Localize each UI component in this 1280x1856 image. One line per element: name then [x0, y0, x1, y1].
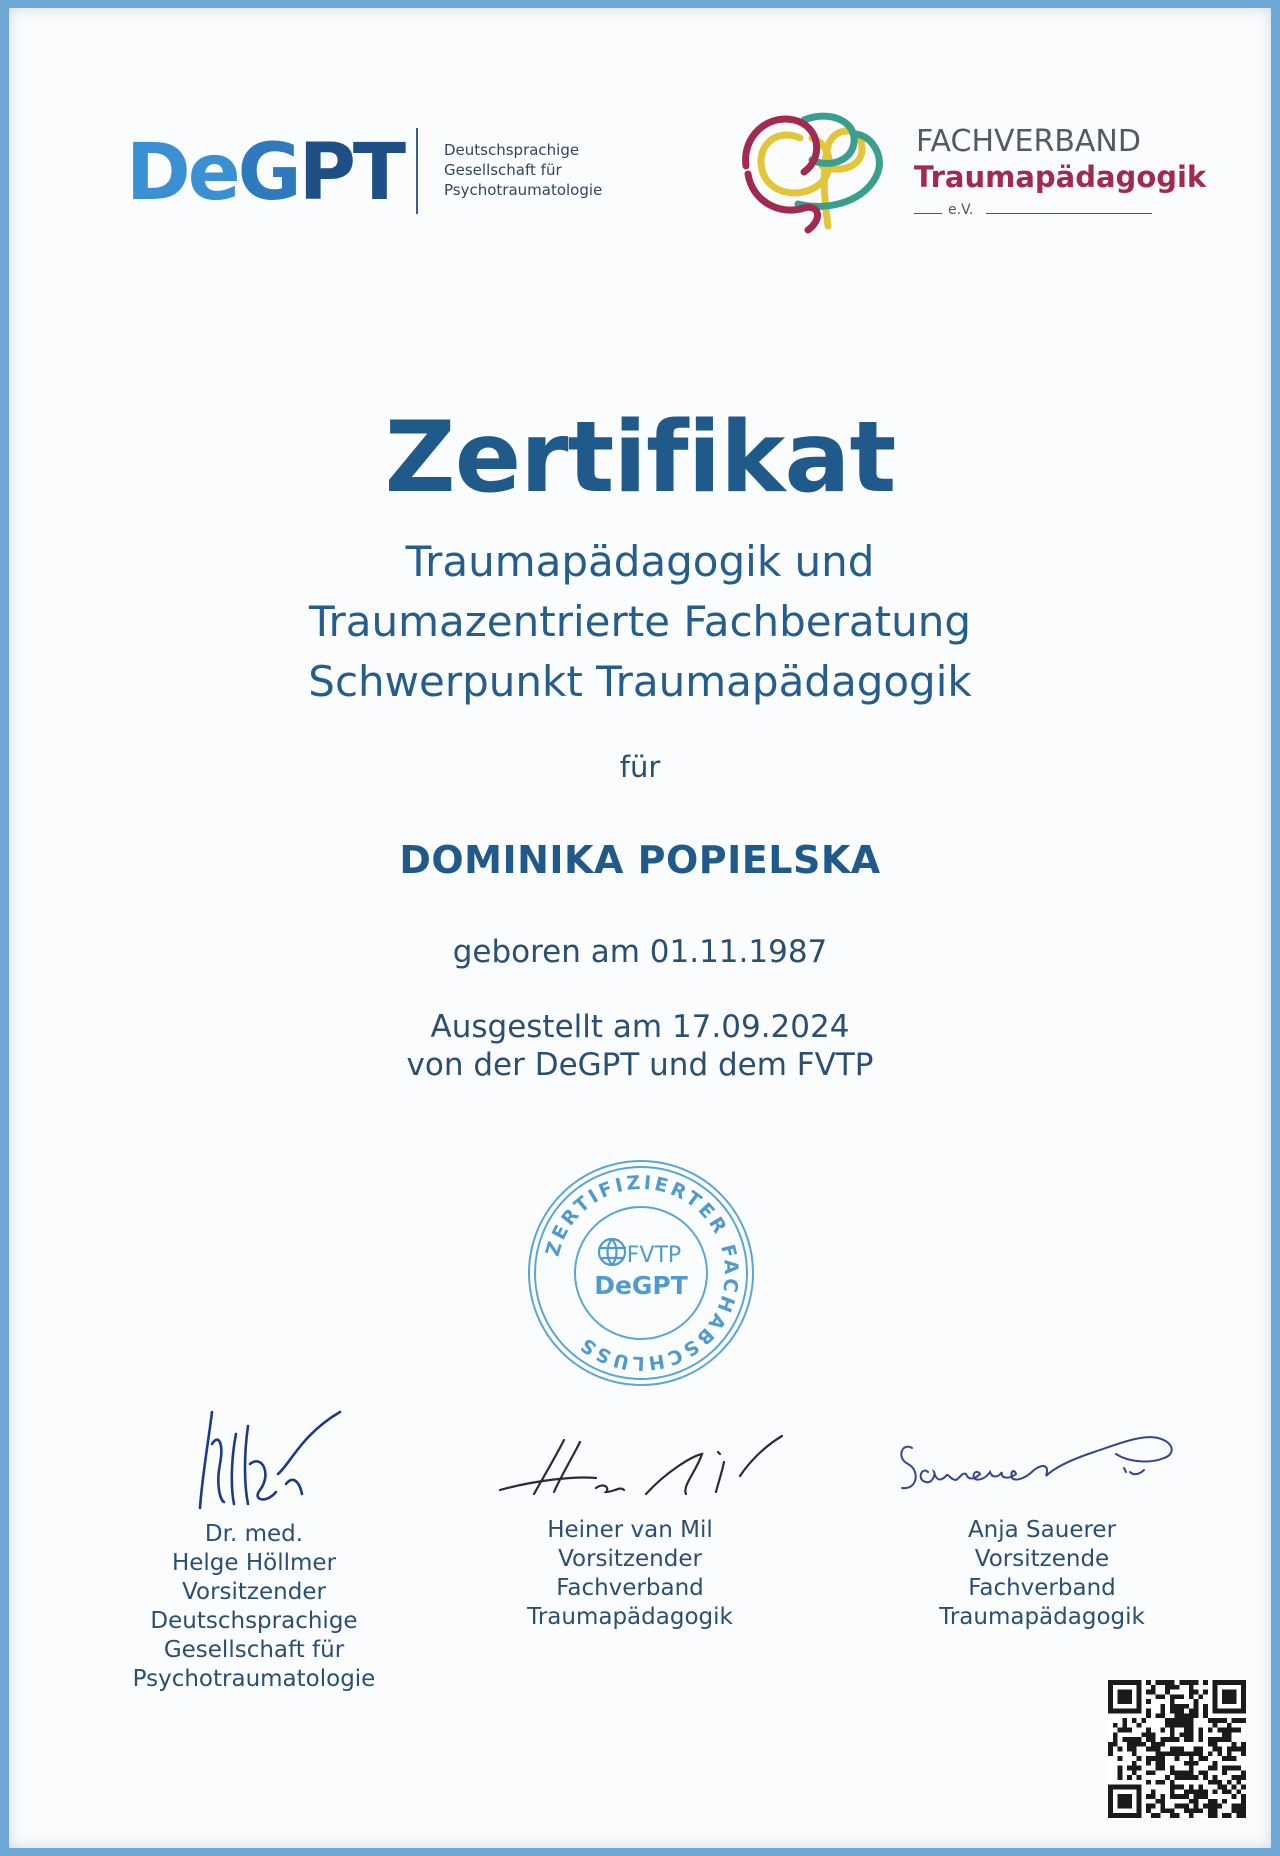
signature-hoellmer-image	[190, 1404, 350, 1516]
signatory-line: Helge Höllmer	[171, 1550, 337, 1576]
issued-by: von der DeGPT und dem FVTP	[406, 1047, 874, 1083]
fvtp-logo-line1: FACHVERBAND	[916, 124, 1141, 159]
fvtp-logo-ev-row	[914, 202, 1154, 222]
signatory-line: Anja Sauerer	[967, 1517, 1117, 1543]
degpt-logo-wordmark: DeGPT	[126, 128, 404, 218]
program-line: Schwerpunkt Traumapädagogik	[308, 657, 972, 706]
issued-info	[0, 1008, 1280, 1084]
signatory-line: Vorsitzender	[182, 1579, 326, 1605]
signatory-van-mil	[480, 1516, 780, 1632]
signatory-line: Traumapädagogik	[939, 1604, 1145, 1630]
signatory-line: Vorsitzende	[974, 1546, 1110, 1572]
fvtp-logo-line2: Traumapädagogik	[914, 160, 1207, 194]
certification-seal	[526, 1158, 756, 1388]
signatory-line: Dr. med.	[204, 1521, 304, 1547]
degpt-subtitle-line: Gesellschaft für	[444, 161, 562, 179]
signature-van-mil-image	[496, 1432, 786, 1504]
degpt-logo-subtitle	[444, 140, 602, 200]
signatory-line: Fachverband	[968, 1575, 1116, 1601]
seal-inner-bottom: DeGPT	[594, 1271, 688, 1300]
certificate-title: Zertifikat	[384, 401, 896, 515]
signatory-hoellmer	[104, 1520, 404, 1694]
recipient-name: DOMINIKA POPIELSKA	[399, 838, 881, 882]
seal-inner-top: FVTP	[626, 1243, 682, 1268]
signatory-line: Traumapädagogik	[527, 1604, 733, 1630]
signatory-line: Fachverband	[556, 1575, 704, 1601]
fvtp-knot-logo-icon	[738, 108, 884, 234]
program-line: Traumazentrierte Fachberatung	[308, 597, 972, 646]
signature-sauerer-image	[894, 1424, 1194, 1504]
program-line: Traumapädagogik und	[405, 537, 875, 586]
issued-date: Ausgestellt am 17.09.2024	[430, 1009, 850, 1045]
signatory-line: Deutschsprachige	[150, 1608, 358, 1634]
for-label: für	[619, 750, 661, 784]
signatory-sauerer	[892, 1516, 1192, 1632]
signatory-line: Psychotraumatologie	[132, 1666, 376, 1692]
degpt-subtitle-line: Deutschsprachige	[444, 141, 580, 159]
degpt-logo-divider	[416, 128, 418, 214]
birth-date: geboren am 01.11.1987	[452, 934, 828, 970]
seal-ring-text: ZERTIFIZIERTER FACHABSCHLUSS	[541, 1171, 743, 1375]
signatory-line: Gesellschaft für	[163, 1637, 345, 1663]
qr-code-icon	[1108, 1680, 1246, 1818]
signatory-line: Vorsitzender	[558, 1546, 702, 1572]
fvtp-logo-ev: e.V.	[948, 202, 974, 218]
degpt-subtitle-line: Psychotraumatologie	[444, 181, 603, 199]
seal-globe-icon	[599, 1239, 626, 1265]
signatory-line: Heiner van Mil	[547, 1517, 713, 1543]
